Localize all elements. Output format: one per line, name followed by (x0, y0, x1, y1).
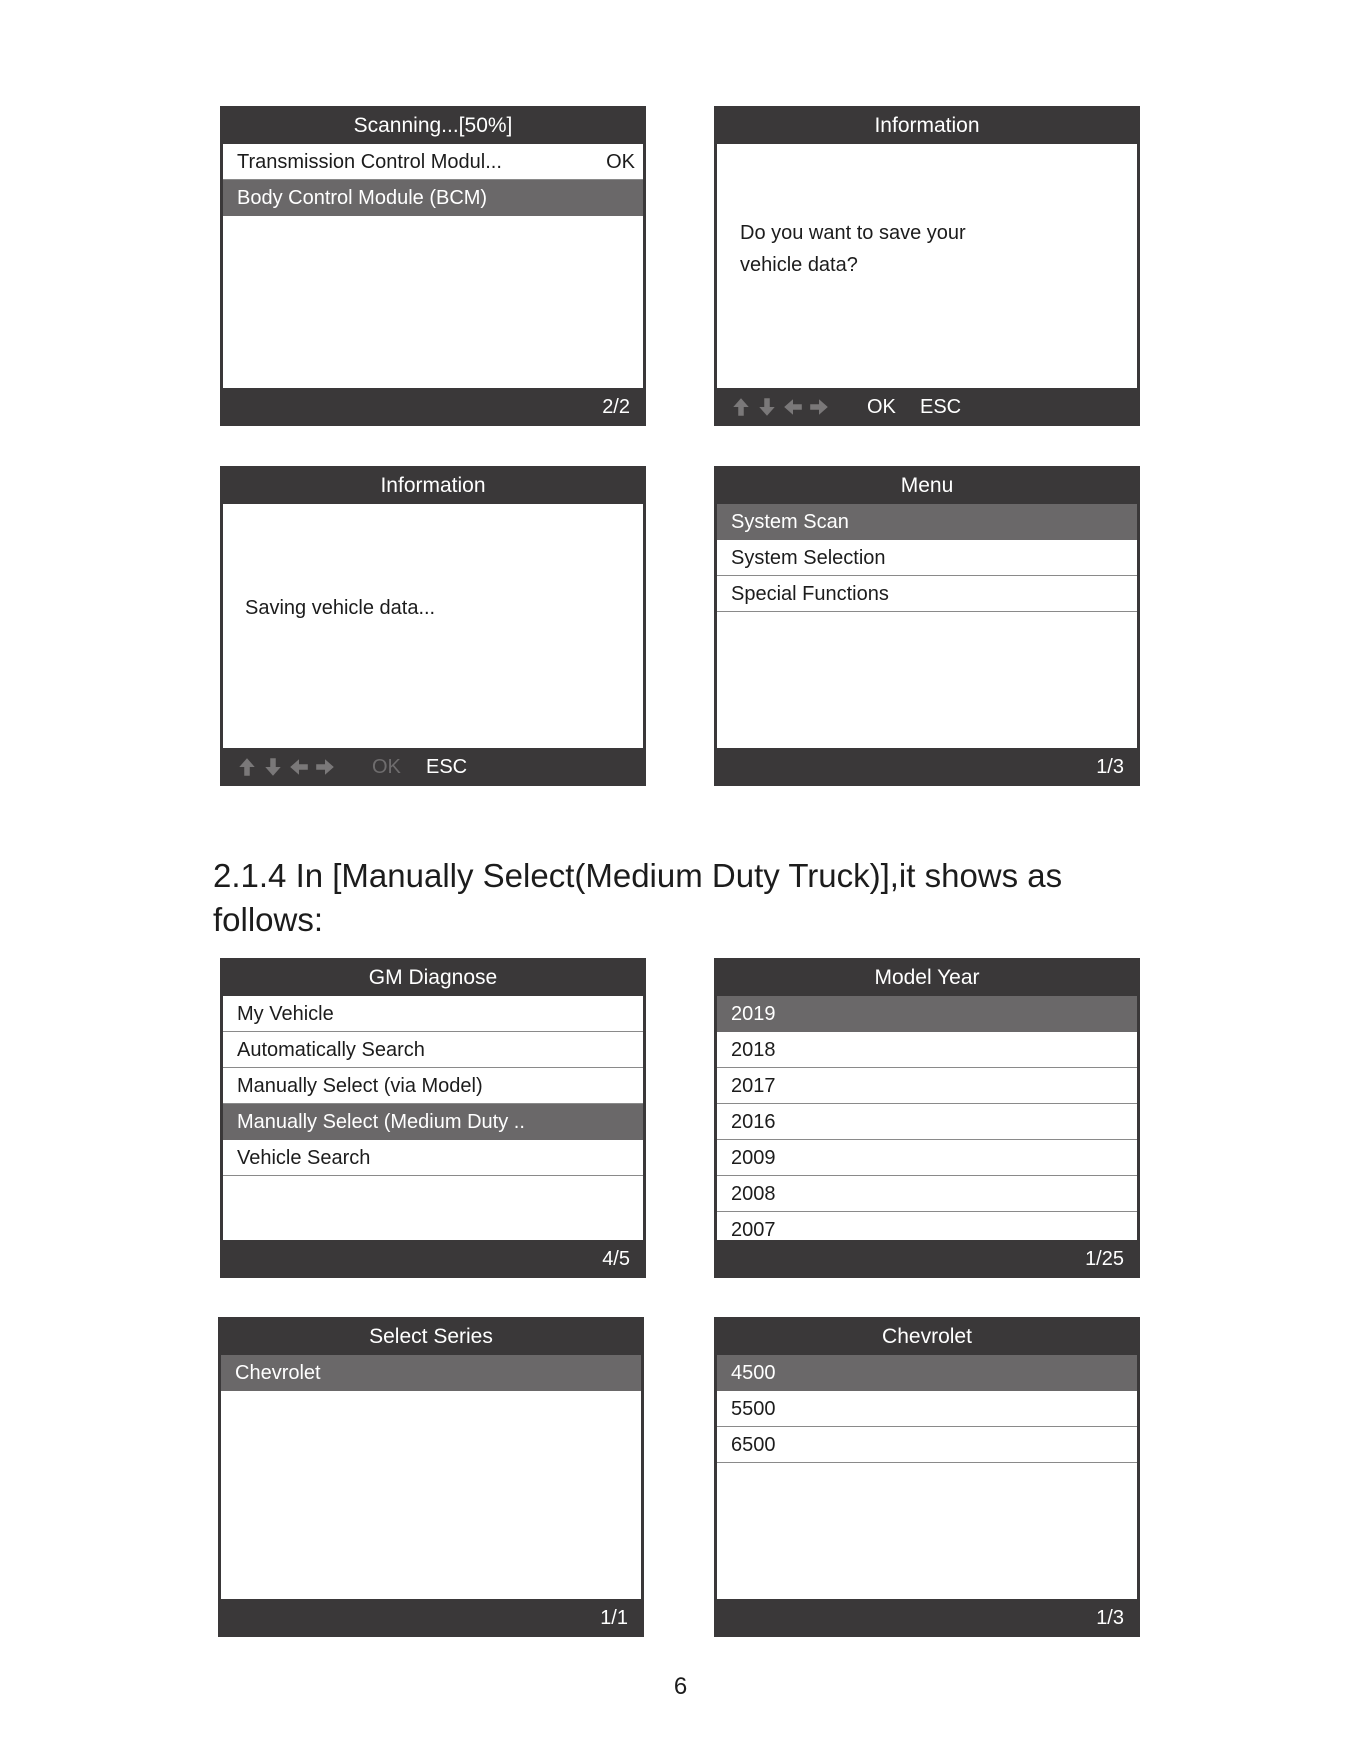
page-indicator: 1/3 (1096, 1607, 1124, 1629)
arrow-left-icon (288, 756, 310, 778)
list-item[interactable]: 2016 (717, 1104, 1137, 1140)
scanning-screen (220, 106, 646, 426)
ok-button[interactable]: OK (867, 396, 896, 418)
screen-footer (220, 1240, 646, 1278)
scan-list (223, 144, 643, 388)
page-indicator: 1/1 (600, 1607, 628, 1629)
screen-title: Select Series (369, 1325, 493, 1348)
menu-item-my-vehicle[interactable]: My Vehicle (223, 996, 643, 1032)
select-series-screen (218, 1317, 644, 1637)
menu-item-system-scan[interactable]: System Scan (717, 504, 1137, 540)
screen-footer (220, 388, 646, 426)
nav-keys (236, 748, 336, 786)
list-item[interactable]: 2017 (717, 1068, 1137, 1104)
list-item[interactable]: 2018 (717, 1032, 1137, 1068)
series-list (221, 1355, 641, 1599)
ok-button-disabled: OK (372, 756, 401, 778)
module-name: Transmission Control Modul... (237, 151, 502, 173)
esc-button[interactable]: ESC (426, 756, 468, 778)
screen-footer (714, 748, 1140, 786)
list-item[interactable]: 5500 (717, 1391, 1137, 1427)
menu-item-manually-select-model[interactable]: Manually Select (via Model) (223, 1068, 643, 1104)
arrow-up-icon (730, 396, 752, 418)
arrow-down-icon (756, 396, 778, 418)
arrow-right-icon (808, 396, 830, 418)
esc-button[interactable]: ESC (920, 396, 962, 418)
menu-list (717, 504, 1137, 748)
screen-title: Model Year (874, 966, 980, 989)
menu-item-special-functions[interactable]: Special Functions (717, 576, 1137, 612)
screen-footer (218, 1599, 644, 1637)
module-name: Body Control Module (BCM) (237, 187, 488, 209)
message-area (223, 504, 643, 748)
screen-footer (714, 1240, 1140, 1278)
section-heading (213, 854, 1153, 942)
nav-keys (730, 388, 830, 426)
list-item[interactable] (223, 144, 643, 180)
menu-item-automatically-search[interactable]: Automatically Search (223, 1032, 643, 1068)
list-item[interactable]: 6500 (717, 1427, 1137, 1463)
menu-list (223, 996, 643, 1240)
menu-item-vehicle-search[interactable]: Vehicle Search (223, 1140, 643, 1176)
saving-screen (220, 466, 646, 786)
menu-item-system-selection[interactable]: System Selection (717, 540, 1137, 576)
page-indicator: 2/2 (602, 396, 630, 418)
screen-footer (220, 748, 646, 786)
screen-footer (714, 1599, 1140, 1637)
gm-diagnose-screen (220, 958, 646, 1278)
model-list (717, 1355, 1137, 1599)
screen-title: Scanning...[50%] (353, 114, 513, 137)
menu-screen (714, 466, 1140, 786)
screen-title: Chevrolet (882, 1325, 972, 1348)
heading-line: 2.1.4 In [Manually Select(Medium Duty Truck)],it shows as (213, 857, 1063, 894)
arrow-up-icon (236, 756, 258, 778)
page-indicator: 1/25 (1085, 1248, 1124, 1270)
model-year-screen (714, 958, 1140, 1278)
page-indicator: 4/5 (602, 1248, 630, 1270)
screen-title: GM Diagnose (368, 966, 498, 989)
arrow-left-icon (782, 396, 804, 418)
screen-footer (714, 388, 1140, 426)
list-item[interactable]: 2008 (717, 1176, 1137, 1212)
message-line: Do you want to save your (740, 222, 966, 244)
list-item[interactable]: 4500 (717, 1355, 1137, 1391)
page-number: 6 (673, 1673, 688, 1700)
message-line: Saving vehicle data... (245, 597, 436, 619)
year-list (717, 996, 1137, 1240)
page-indicator: 1/3 (1096, 756, 1124, 778)
screen-title: Information (380, 474, 486, 497)
arrow-down-icon (262, 756, 284, 778)
list-item[interactable]: 2009 (717, 1140, 1137, 1176)
screen-title: Information (874, 114, 980, 137)
save-prompt-screen (714, 106, 1140, 426)
arrow-right-icon (314, 756, 336, 778)
heading-line: follows: (213, 901, 324, 938)
message-line: vehicle data? (740, 254, 858, 276)
list-item[interactable]: 2007 (731, 1219, 776, 1240)
list-item[interactable]: Chevrolet (221, 1355, 641, 1391)
chevrolet-screen (714, 1317, 1140, 1637)
list-item[interactable]: 2019 (717, 996, 1137, 1032)
menu-item-manually-select-medium-duty[interactable]: Manually Select (Medium Duty .. (223, 1104, 643, 1140)
module-status: OK (606, 151, 635, 173)
message-area (717, 144, 1137, 388)
list-item-selected[interactable] (223, 180, 643, 216)
screen-title: Menu (900, 474, 954, 497)
